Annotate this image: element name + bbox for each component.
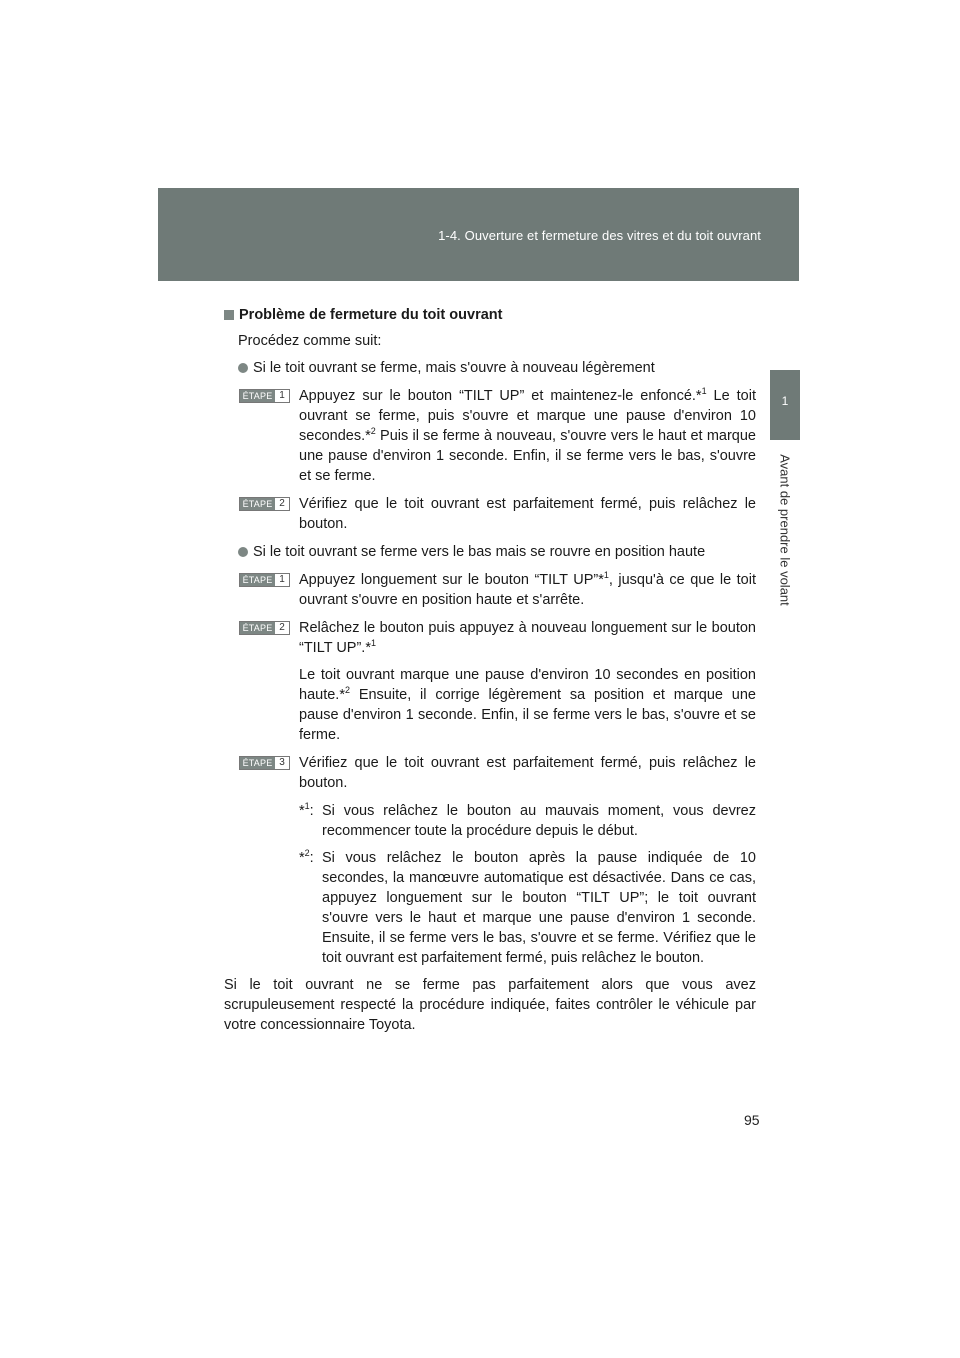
intro-text: Procédez comme suit: xyxy=(238,333,382,349)
footnote-2 xyxy=(299,848,756,968)
footnote-ref: 2 xyxy=(344,685,350,696)
footnote-ref: 1 xyxy=(370,638,376,649)
chapter-label: Avant de prendre le volant xyxy=(777,454,793,606)
step-text-part: Le toit ouvrant se ferme, puis s'ouvre et marque une pause d'environ 10 secondes.* xyxy=(299,388,756,444)
page-number: 95 xyxy=(744,1112,760,1128)
footnote-ref: 1 xyxy=(603,570,609,581)
case-2-step-3 xyxy=(239,753,756,793)
step-number: 3 xyxy=(275,757,289,769)
page-content xyxy=(224,305,756,1035)
chapter-tab xyxy=(770,370,800,440)
step-text xyxy=(299,753,756,793)
header-band xyxy=(158,188,799,281)
footnote-number: 1 xyxy=(304,801,310,812)
step-badge xyxy=(239,497,290,511)
circle-bullet-icon xyxy=(238,363,248,373)
step-badge xyxy=(239,389,290,403)
step-badge xyxy=(239,573,290,587)
footnote-colon: : xyxy=(309,850,314,866)
step-text xyxy=(299,570,756,610)
case-1-step-1 xyxy=(239,386,756,486)
footnote-star: * xyxy=(299,803,305,819)
case-1-title-text: Si le toit ouvrant se ferme, mais s'ouvre à nouveau légèrement xyxy=(253,360,655,376)
section-header-title: 1-4. Ouverture et fermeture des vitres et du toit ouvrant xyxy=(438,228,761,243)
step-text-part: Ensuite, il corrige légèrement sa position et marque une pause d'environ 1 seconde. Enfin, il se ferme vers le bas, s'ouvre et se ferme. xyxy=(299,687,756,743)
section-heading xyxy=(224,305,756,325)
step-text-part: Relâchez le bouton puis appuyez à nouveau longuement sur le bouton “TILT UP”.* xyxy=(299,620,756,656)
case-2-title-text: Si le toit ouvrant se ferme vers le bas mais se rouvre en position haute xyxy=(253,544,706,560)
footnote-text: Si vous relâchez le bouton après la pause indiquée de 10 secondes, la manœuvre automatique est désactivée. Dans ce cas, appuyez longuement sur le bouton “TILT UP”; le toit ouvrant s'ouvre vers le haut et marque une pause d'environ 1 seconde. Ensuite, il se ferme vers le bas, s'ouvre et se ferme. Vérifiez que le toit ouvrant est parfaitement fermé, puis relâchez le bouton. xyxy=(322,850,756,966)
case-1-title xyxy=(238,358,756,378)
step-word: ÉTAPE xyxy=(240,390,275,402)
case-1-step-2 xyxy=(239,494,756,534)
closing-paragraph: Si le toit ouvrant ne se ferme pas parfaitement alors que vous avez scrupuleusement respecté la procédure indiquée, faites contrôler le véhicule par votre concessionnaire Toyota. xyxy=(224,977,756,1033)
step-text xyxy=(299,386,756,486)
step-text-part: Puis il se ferme à nouveau, s'ouvre vers le haut et marque une pause d'environ 1 seconde. Enfin, il se ferme vers le bas, s'ouvre et se ferme. xyxy=(299,428,756,484)
step-word: ÉTAPE xyxy=(240,574,275,586)
case-2-step-1 xyxy=(239,570,756,610)
case-2-title xyxy=(238,542,756,562)
step-text-part: Vérifiez que le toit ouvrant est parfaitement fermé, puis relâchez le bouton. xyxy=(299,755,756,791)
step-badge xyxy=(239,756,290,770)
footnote-text: Si vous relâchez le bouton au mauvais moment, vous devrez recommencer toute la procédure depuis le début. xyxy=(322,803,756,839)
step-text-part: Appuyez sur le bouton “TILT UP” et maintenez-le enfoncé.* xyxy=(299,388,702,404)
step-number: 1 xyxy=(275,390,289,402)
step-text-part: Le toit ouvrant marque une pause d'environ 10 secondes en position haute.* xyxy=(299,667,756,703)
footnote-ref: 1 xyxy=(701,386,707,397)
step-text-part: Vérifiez que le toit ouvrant est parfaitement fermé, puis relâchez le bouton. xyxy=(299,496,756,532)
step-badge xyxy=(239,621,290,635)
square-bullet-icon xyxy=(224,310,234,320)
chapter-number: 1 xyxy=(781,394,789,408)
footnote-colon: : xyxy=(309,803,314,819)
step-number: 1 xyxy=(275,574,289,586)
step-number: 2 xyxy=(275,498,289,510)
step-text xyxy=(299,618,756,745)
step-word: ÉTAPE xyxy=(240,622,275,634)
footnote-number: 2 xyxy=(304,848,310,859)
section-heading-text: Problème de fermeture du toit ouvrant xyxy=(239,307,503,323)
step-number: 2 xyxy=(275,622,289,634)
step-word: ÉTAPE xyxy=(240,757,275,769)
footnote-star: * xyxy=(299,850,305,866)
footnote-marker xyxy=(299,801,322,841)
step-word: ÉTAPE xyxy=(240,498,275,510)
step-text-part: Appuyez longuement sur le bouton “TILT UP”* xyxy=(299,572,604,588)
footnote-ref: 2 xyxy=(370,426,376,437)
footnote-1 xyxy=(299,801,756,841)
footnote-marker xyxy=(299,848,322,968)
step-text-part: , jusqu'à ce que le toit ouvrant s'ouvre en position haute et s'arrête. xyxy=(299,572,756,608)
step-text xyxy=(299,494,756,534)
case-2-step-2 xyxy=(239,618,756,745)
circle-bullet-icon xyxy=(238,547,248,557)
